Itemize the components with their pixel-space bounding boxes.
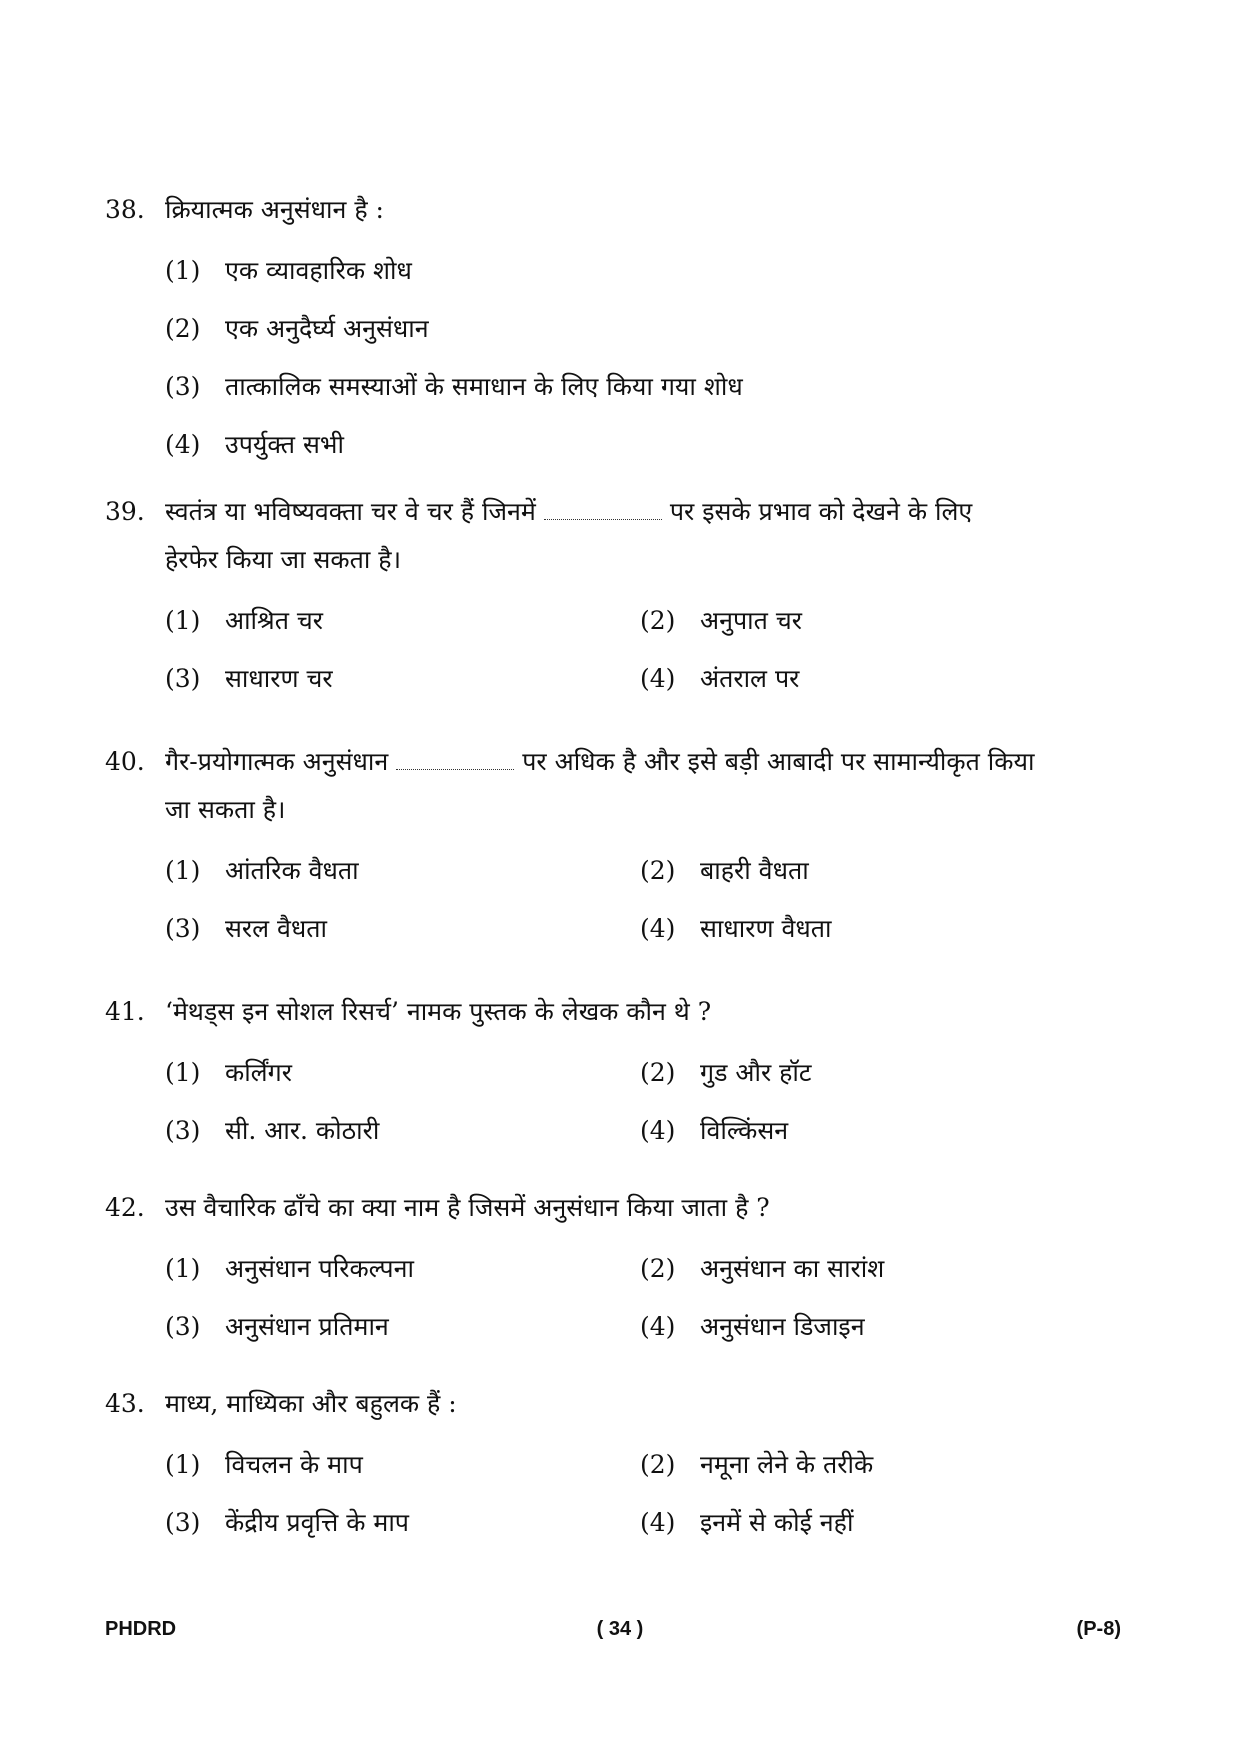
- footer-page-number: ( 34 ): [596, 1618, 644, 1640]
- option-4[interactable]: (4) इनमें से कोई नहीं: [640, 1508, 854, 1537]
- option-3[interactable]: (3) अनुसंधान प्रतिमान: [165, 1312, 389, 1341]
- options-grid: [165, 1240, 1145, 1356]
- option-2[interactable]: (2) नमूना लेने के तरीके: [640, 1450, 874, 1479]
- option-3[interactable]: (3) सी. आर. कोठारी: [165, 1116, 380, 1145]
- option-4[interactable]: (4) उपर्युक्त सभी: [165, 430, 344, 459]
- option-1[interactable]: (1) आश्रित चर: [165, 606, 324, 635]
- question-text: स्वतंत्र या भविष्यवक्ता चर वे चर हैं जिनमें पर इसके प्रभाव को देखने के लिए: [165, 497, 973, 526]
- footer-paper-code: PHDRD: [105, 1618, 177, 1640]
- option-2[interactable]: (2) अनुसंधान का सारांश: [640, 1254, 885, 1283]
- option-3[interactable]: (3) तात्कालिक समस्याओं के समाधान के लिए किया गया शोध: [165, 372, 743, 401]
- question-number: 39.: [105, 497, 145, 526]
- option-1[interactable]: (1) अनुसंधान परिकल्पना: [165, 1254, 414, 1283]
- question-41: [105, 988, 1145, 1160]
- question-text-continued: हेरफेर किया जा सकता है।: [165, 545, 402, 574]
- question-number: 43.: [105, 1389, 145, 1418]
- option-2[interactable]: (2) गुड और हॉट: [640, 1058, 812, 1087]
- question-text: उस वैचारिक ढाँचे का क्या नाम है जिसमें अनुसंधान किया जाता है ?: [165, 1193, 770, 1222]
- option-1[interactable]: (1) आंतरिक वैधता: [165, 856, 359, 885]
- fill-in-blank: [544, 505, 662, 520]
- option-3[interactable]: (3) सरल वैधता: [165, 914, 328, 943]
- question-text: माध्य, माध्यिका और बहुलक हैं :: [165, 1389, 457, 1418]
- option-4[interactable]: (4) साधारण वैधता: [640, 914, 832, 943]
- options-grid: [165, 1044, 1145, 1160]
- footer-set-code: (P-8): [1076, 1618, 1121, 1640]
- option-4[interactable]: (4) अनुसंधान डिजाइन: [640, 1312, 865, 1341]
- option-4[interactable]: (4) विल्किंसन: [640, 1116, 789, 1145]
- question-number: 42.: [105, 1193, 145, 1222]
- options-list: [165, 242, 1145, 474]
- fill-in-blank: [396, 755, 514, 770]
- question-number: 40.: [105, 747, 145, 776]
- question-text: ‘मेथड्स इन सोशल रिसर्च’ नामक पुस्तक के लेखक कौन थे ?: [165, 997, 712, 1026]
- option-2[interactable]: (2) एक अनुदैर्घ्य अनुसंधान: [165, 314, 429, 343]
- option-1[interactable]: (1) कर्लिंगर: [165, 1058, 292, 1087]
- options-grid: [165, 592, 1145, 708]
- option-3[interactable]: (3) केंद्रीय प्रवृत्ति के माप: [165, 1508, 409, 1537]
- question-39: [105, 488, 1145, 708]
- question-42: [105, 1184, 1145, 1356]
- question-text-continued: जा सकता है।: [165, 795, 286, 824]
- question-43: [105, 1380, 1145, 1552]
- option-1[interactable]: (1) एक व्यावहारिक शोध: [165, 256, 412, 285]
- question-text: क्रियात्मक अनुसंधान है :: [165, 195, 384, 224]
- option-2[interactable]: (2) बाहरी वैधता: [640, 856, 809, 885]
- option-4[interactable]: (4) अंतराल पर: [640, 664, 800, 693]
- question-40: [105, 738, 1145, 958]
- options-grid: [165, 1436, 1145, 1552]
- question-number: 41.: [105, 997, 145, 1026]
- option-2[interactable]: (2) अनुपात चर: [640, 606, 802, 635]
- option-3[interactable]: (3) साधारण चर: [165, 664, 333, 693]
- option-1[interactable]: (1) विचलन के माप: [165, 1450, 363, 1479]
- question-text: गैर-प्रयोगात्मक अनुसंधान पर अधिक है और इसे बड़ी आबादी पर सामान्यीकृत किया: [165, 747, 1035, 776]
- question-38: [105, 186, 1145, 474]
- options-grid: [165, 842, 1145, 958]
- question-number: 38.: [105, 195, 145, 224]
